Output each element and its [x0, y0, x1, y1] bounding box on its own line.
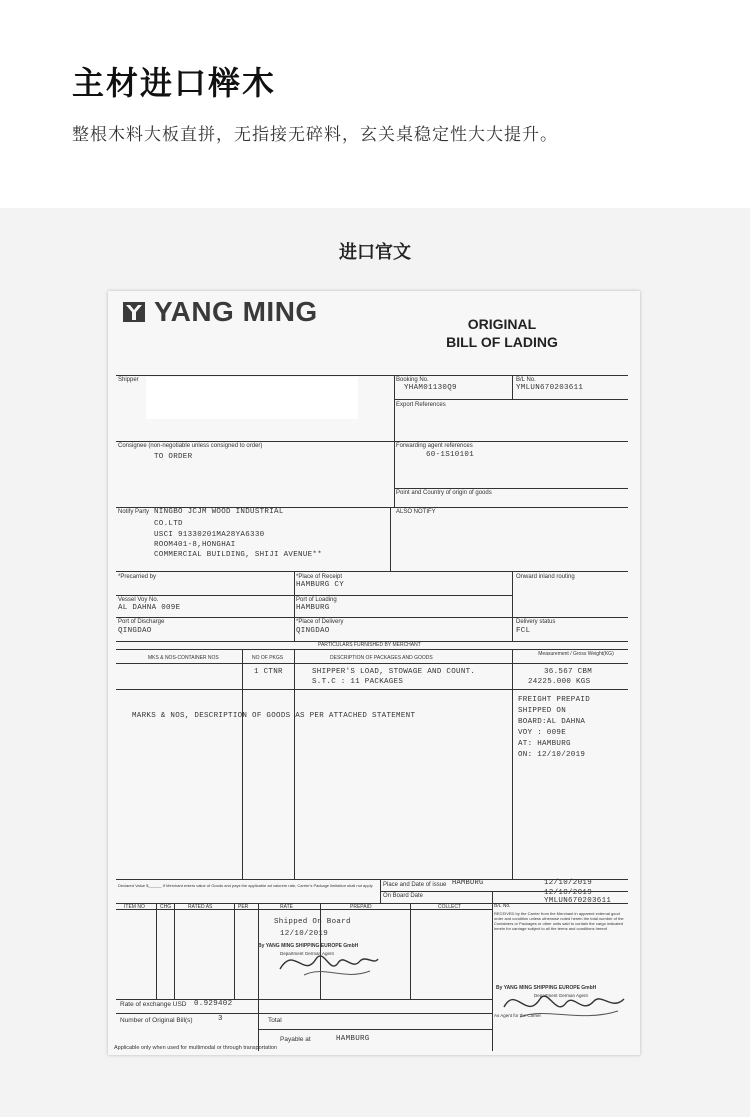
vessel-value: AL DAHNA 009E [118, 604, 181, 612]
declared-label: Declared Value $______ If Merchant enters value of Goods and pays the applicable ad valorem rate, Carrier's Package limitation shall not apply [118, 883, 373, 888]
col-marks: MKS & NOS-CONTAINER NOS [148, 655, 219, 661]
carrier-sign-line: Department German Agent [534, 993, 588, 998]
rule [116, 909, 492, 910]
total-label: Total [268, 1017, 282, 1024]
document-title [412, 315, 592, 351]
stamp-line: Shipped On Board [274, 918, 351, 926]
rule [258, 903, 259, 1051]
bl-value: YMLUN670203611 [516, 384, 584, 392]
carrier-sign-line: By YANG MING SHIPPING EUROPE GmbH [496, 985, 597, 991]
shipper-label: Shipper [118, 377, 139, 383]
on-board-label: On Board Date [383, 893, 424, 899]
logo-wordmark: YANG MING [154, 296, 318, 327]
measure-value: 36.567 CBM [544, 668, 593, 676]
rule [294, 571, 295, 641]
stamp-line: Department German Agent [280, 951, 334, 956]
pkgs-value: 1 CTNR [254, 668, 283, 676]
notify-label: Notify Party [118, 509, 150, 515]
section-heading: 主材进口榉木 [72, 64, 277, 102]
place-delivery-label: *Place of Delivery [296, 619, 344, 625]
payable-value: HAMBURG [336, 1035, 370, 1043]
col-per: PER [238, 904, 249, 910]
rule [116, 595, 512, 596]
notify-line: NINGBO JCJM WOOD INDUSTRIAL [154, 508, 284, 516]
rule [242, 649, 243, 879]
col-collect: COLLECT [438, 904, 462, 910]
forwarding-label: Forwarding agent references [396, 443, 473, 449]
rule [294, 649, 295, 879]
freight-line: SHIPPED ON [518, 707, 567, 715]
rule [394, 399, 628, 400]
notify-line: USCI 91330201MA28YA6330 [154, 531, 265, 539]
rule [258, 1029, 492, 1030]
header-section [0, 0, 750, 208]
also-notify-label: ALSO NOTIFY [396, 509, 436, 515]
yang-ming-logo [122, 297, 318, 327]
stamp-signature [274, 935, 384, 985]
rule [512, 649, 513, 879]
port-loading-value: HAMBURG [296, 604, 330, 612]
freight-line: FREIGHT PREPAID [518, 696, 591, 704]
exchange-label: Rate of exchange USD [120, 1001, 187, 1008]
yang-ming-logo-icon [122, 300, 146, 324]
consignee-value: TO ORDER [154, 453, 193, 461]
rule [116, 571, 628, 572]
booking-value: YHAM01130Q9 [404, 384, 457, 392]
place-receipt-value: HAMBURG CY [296, 581, 345, 589]
date-issue-value: 12/10/2019 [544, 879, 593, 887]
precarriage-label: *Precarried by [118, 574, 157, 580]
rule [512, 571, 513, 641]
num-bills-label: Number of Original Bill(s) [120, 1017, 193, 1024]
col-chg: CHG [160, 904, 172, 910]
freight-line: VOY : 009E [518, 729, 567, 737]
carrier-sign-line: As Agent for the Carrier [494, 1013, 542, 1018]
footer-note: Applicable only when used for multimodal or through transportation [114, 1045, 277, 1051]
delivery-status-label: Delivery status [516, 619, 556, 625]
onward-label: Onward inland routing [516, 574, 575, 580]
place-date-issue-label: Place and Date of issue [383, 882, 447, 888]
col-pkgs: NO OF PKGS [252, 655, 284, 661]
desc-line: SHIPPER'S LOAD, STOWAGE AND COUNT. [312, 668, 476, 676]
port-discharge-value: QINGDAO [118, 627, 152, 635]
notify-line: CO.LTD [154, 520, 183, 528]
stamp-line: By YANG MING SHIPPING EUROPE GmbH [258, 943, 359, 949]
forwarding-value: 60-1S10101 [426, 451, 475, 459]
rule [492, 891, 493, 1051]
num-bills-value: 3 [218, 1015, 223, 1023]
bl-no-value: YMLUN670203611 [544, 897, 612, 905]
rule [116, 689, 628, 690]
col-rated: RATED AS [188, 904, 213, 910]
rule [394, 375, 395, 507]
exchange-value: 0.929402 [194, 1000, 233, 1008]
col-measure: Measurement / Gross Weight(KG) [538, 651, 614, 657]
freight-line: ON: 12/10/2019 [518, 751, 586, 759]
rule [116, 1013, 492, 1014]
weight-value: 24225.000 KGS [528, 678, 591, 686]
rule [116, 375, 628, 376]
rule [116, 999, 492, 1000]
title-line-2: BILL OF LADING [446, 334, 558, 350]
export-ref-label: Export References [396, 402, 446, 408]
bl-no-label: B/L No. [494, 903, 511, 909]
vessel-label: Vessel Voy No. [118, 597, 159, 603]
rule [174, 903, 175, 999]
rule [410, 903, 411, 999]
marks-statement: MARKS & NOS, DESCRIPTION OF GOODS AS PER ATTACHED STATEMENT [132, 712, 416, 720]
rule [116, 617, 628, 618]
carrier-signature [500, 977, 630, 1027]
rule [390, 507, 391, 571]
stamp-line: 12/10/2019 [280, 930, 329, 938]
section-subtitle: 整根木料大板直拼，无指接无碎料，玄关桌稳定性大大提升。 [72, 125, 558, 145]
port-discharge-label: Port of Discharge [118, 619, 165, 625]
on-board-value: 12/10/2019 [544, 889, 593, 897]
place-receipt-label: *Place of Receipt [296, 574, 343, 580]
particulars-label: PARTICULARS FURNISHED BY MERCHANT [318, 642, 421, 648]
delivery-status-value: FCL [516, 627, 531, 635]
rule [394, 488, 628, 489]
col-rate: RATE [280, 904, 293, 910]
col-desc: DESCRIPTION OF PACKAGES AND GOODS [330, 655, 433, 661]
rule [512, 375, 513, 399]
rule [116, 649, 628, 650]
rule [380, 879, 381, 903]
notify-line: COMMERCIAL BUILDING, SHIJI AVENUE** [154, 551, 323, 559]
redacted-shipper-box [146, 377, 358, 419]
freight-line: AT: HAMBURG [518, 740, 571, 748]
col-item: ITEM NO [124, 904, 145, 910]
rule [116, 441, 628, 442]
desc-line: S.T.C : 11 PACKAGES [312, 678, 404, 686]
place-delivery-value: QINGDAO [296, 627, 330, 635]
freight-line: BOARD:AL DAHNA [518, 718, 586, 726]
rule [156, 903, 157, 999]
rule [116, 663, 628, 664]
bl-label: B/L No. [516, 377, 536, 383]
place-issue-value: HAMBURG [452, 879, 484, 887]
notify-line: ROOM401-8,HONGHAI [154, 541, 236, 549]
showcase-caption: 进口官文 [339, 242, 411, 263]
bill-of-lading-image [108, 291, 640, 1055]
point-country-label: Point and Country of origin of goods [396, 490, 492, 496]
payable-label: Payable at [280, 1036, 311, 1043]
rule [234, 903, 235, 999]
booking-label: Booking No. [396, 377, 429, 383]
port-loading-label: Port of Loading [296, 597, 337, 603]
col-prepaid: PREPAID [350, 904, 372, 910]
title-line-1: ORIGINAL [467, 316, 537, 332]
terms-text: RECEIVED by the Carrier from the Merchant in apparent external good order and condition unless otherwise noted herein the total number of the Containers or Packages or other units said to contain the cargo indicated herein for carriage subject to all the terms and conditions hereof [494, 911, 624, 931]
consignee-label: Consignee (non-negotiable unless consigned to order) [118, 443, 263, 449]
